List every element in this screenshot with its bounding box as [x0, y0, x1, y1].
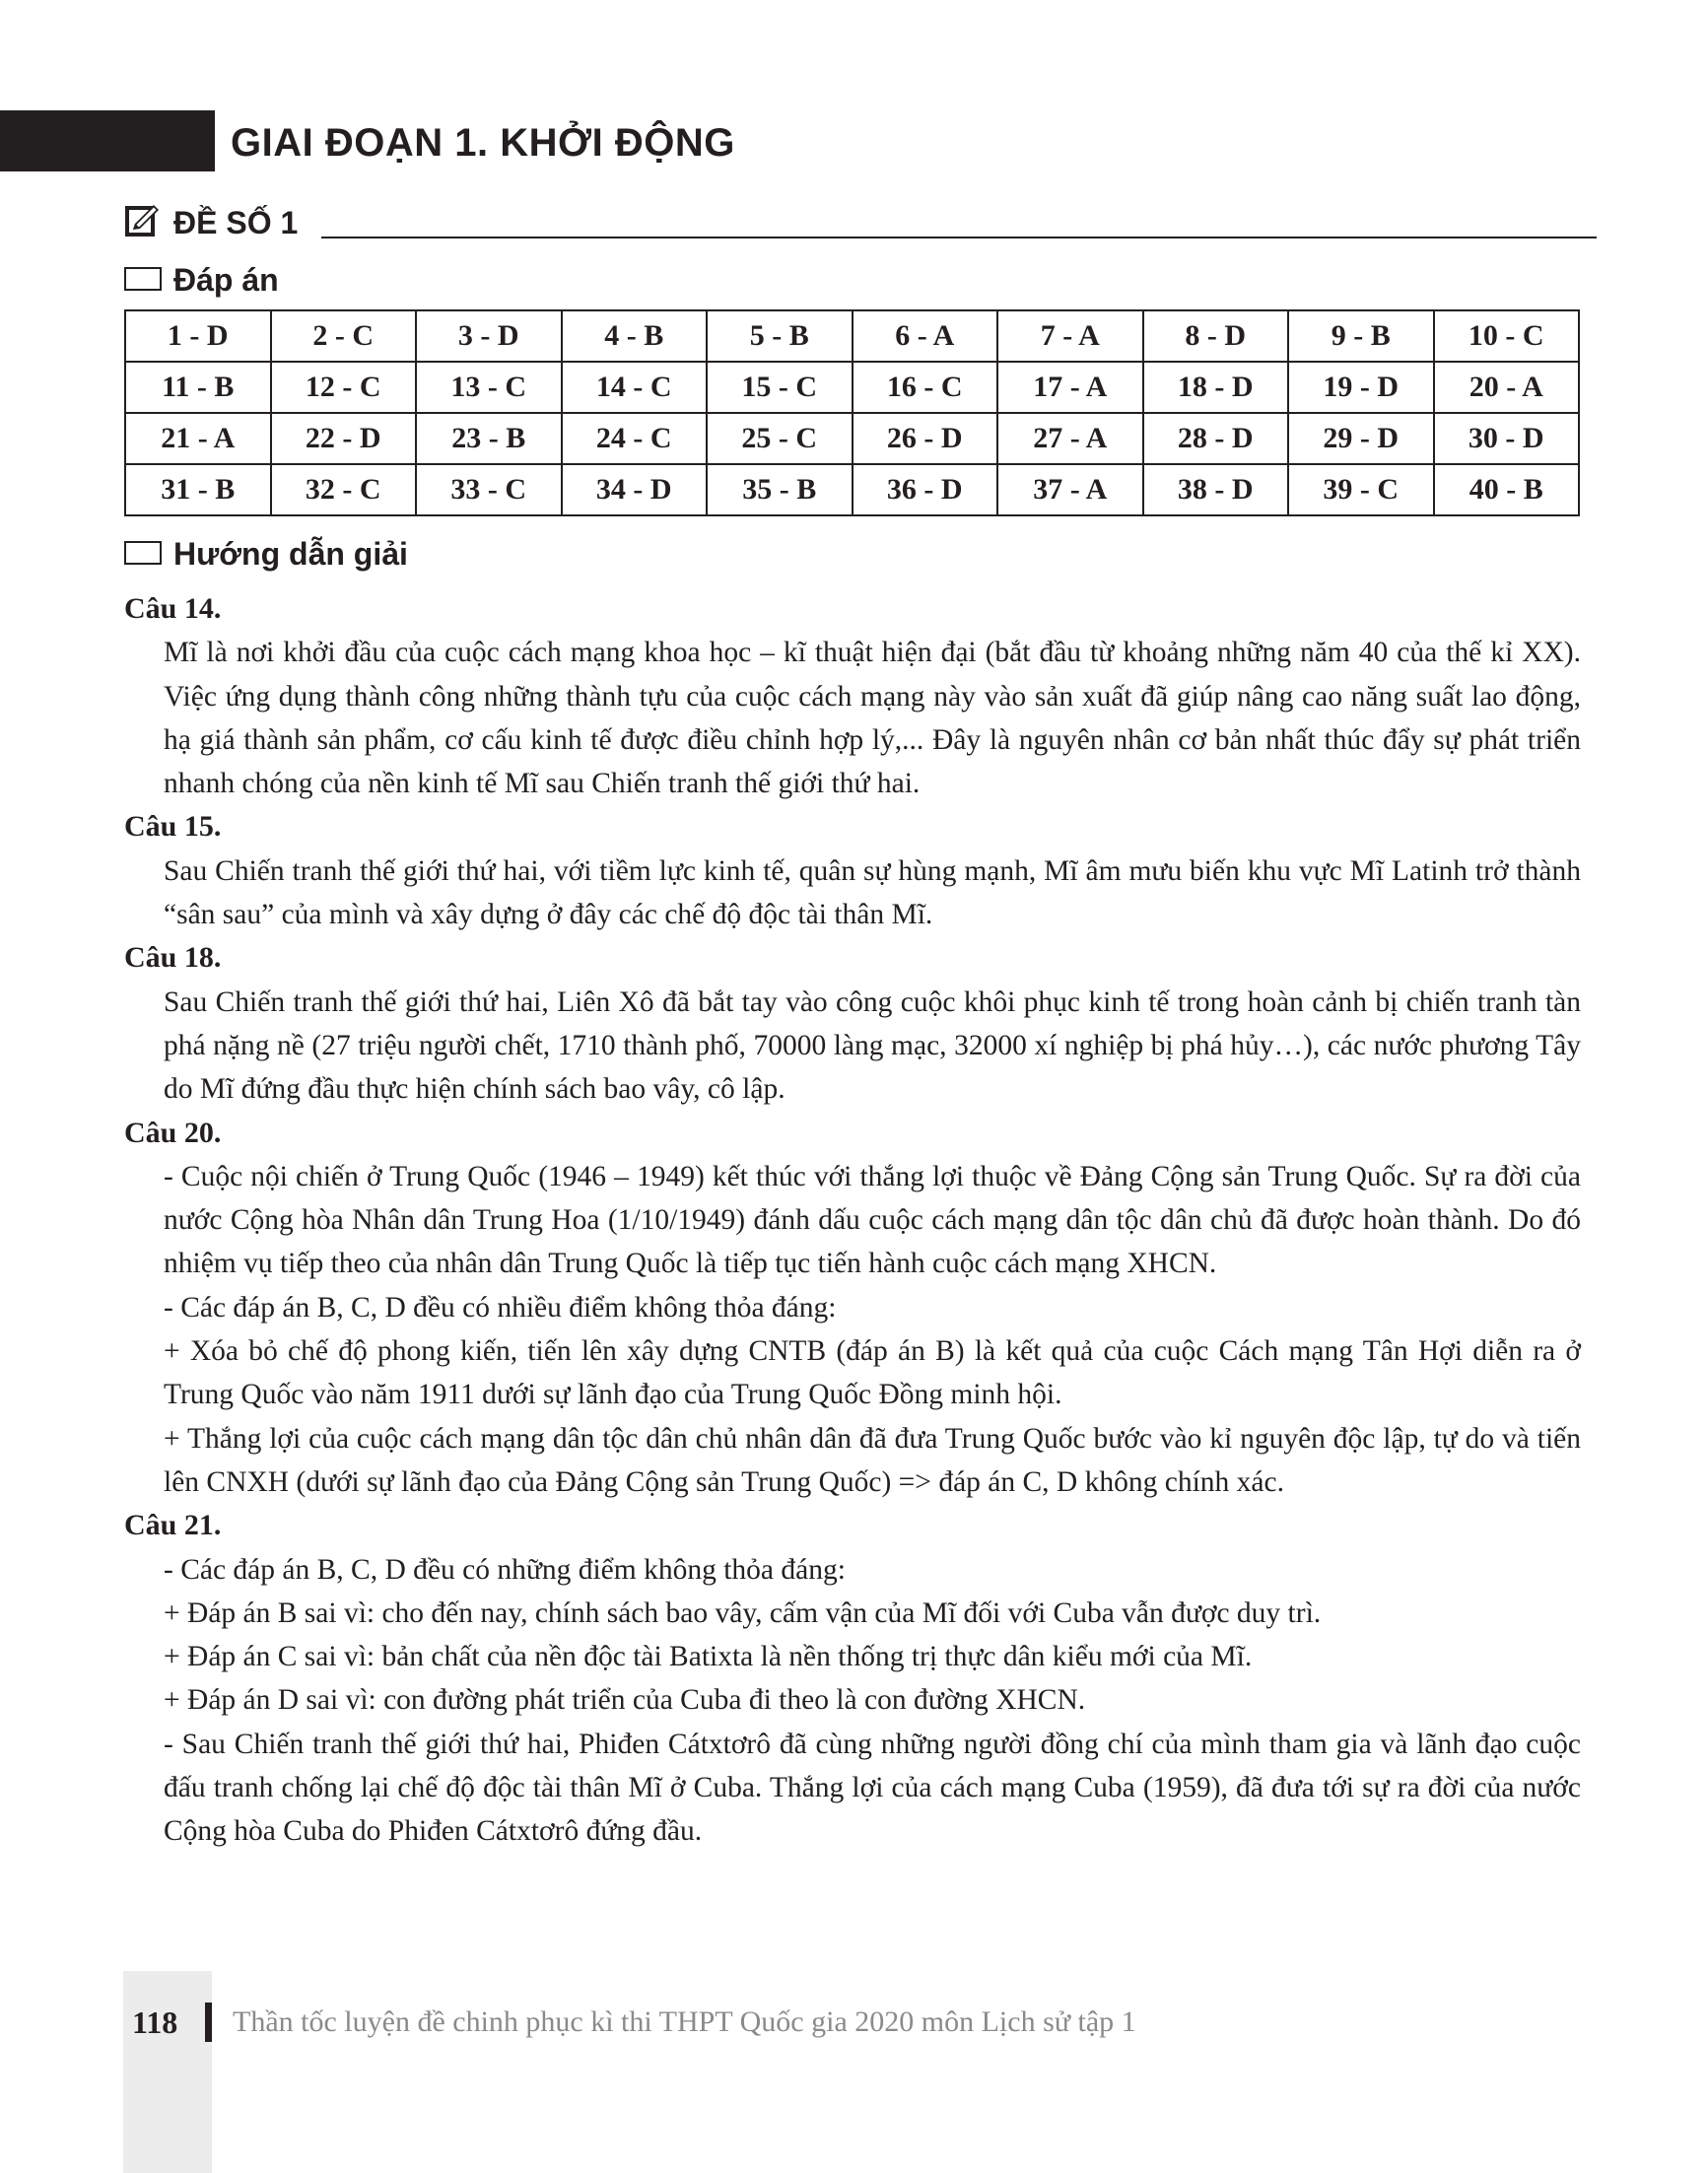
answer-cell: 19 - D: [1288, 362, 1434, 413]
answer-cell: 35 - B: [707, 464, 853, 515]
footer-divider: [205, 2003, 212, 2042]
answer-row: [125, 464, 1579, 515]
answer-cell: 13 - C: [416, 362, 562, 413]
explanation-paragraph: - Các đáp án B, C, D đều có những điểm không thỏa đáng:: [164, 1553, 846, 1586]
explanation-paragraph: - Cuộc nội chiến ở Trung Quốc (1946 – 1949) kết thúc với thắng lợi thuộc về Đảng Cộng sản Trung Quốc. Sự ra đời của nước Cộng hòa Nhân dân Trung Hoa (1/10/1949) đánh dấu cuộc cách mạng dân tộc dân chủ đã được hoàn thành. Do đó nhiệm vụ tiếp theo của nhân dân Trung Quốc là tiếp tục tiến hành cuộc cách mạng XHCN.: [164, 1160, 1581, 1280]
answer-cell: 39 - C: [1288, 464, 1434, 515]
answer-row: [125, 413, 1579, 464]
exam-heading: [124, 201, 1597, 244]
guide-content: [124, 587, 1581, 1854]
answer-cell: 9 - B: [1288, 310, 1434, 362]
explanation-paragraph: + Xóa bỏ chế độ phong kiến, tiến lên xây dựng CNTB (đáp án B) là kết quả của cuộc Cách mạng Tân Hợi diễn ra ở Trung Quốc vào năm 1911 dưới sự lãnh đạo của Trung Quốc Đồng minh hội.: [164, 1335, 1581, 1411]
answer-cell: 17 - A: [997, 362, 1143, 413]
answer-cell: 32 - C: [271, 464, 417, 515]
book-title: Thần tốc luyện đề chinh phục kì thi THPT Quốc gia 2020 môn Lịch sử tập 1: [233, 2005, 1136, 2038]
explanation-paragraph: Sau Chiến tranh thế giới thứ hai, với tiềm lực kinh tế, quân sự hùng mạnh, Mĩ âm mưu biến khu vực Mĩ Latinh trở thành “sân sau” của mình và xây dựng ở đây các chế độ độc tài thân Mĩ.: [164, 854, 1581, 931]
answer-cell: 34 - D: [562, 464, 708, 515]
explanation-paragraph: - Sau Chiến tranh thế giới thứ hai, Phiđen Cátxtơrô đã cùng những người đồng chí của mình tham gia và lãnh đạo cuộc đấu tranh chống lại chế độ độc tài thân Mĩ ở Cuba. Thắng lợi của cách mạng Cuba (1959), đã đưa tới sự ra đời của nước Cộng hòa Cuba do Phiđen Cátxtơrô đứng đầu.: [164, 1728, 1581, 1848]
answer-row: [125, 362, 1579, 413]
answer-cell: 36 - D: [853, 464, 998, 515]
answer-section-heading: [124, 260, 279, 300]
answer-cell: 12 - C: [271, 362, 417, 413]
answer-cell: 2 - C: [271, 310, 417, 362]
answer-table: [124, 309, 1580, 516]
answer-cell: 33 - C: [416, 464, 562, 515]
answer-row: [125, 310, 1579, 362]
answer-cell: 24 - C: [562, 413, 708, 464]
answer-cell: 40 - B: [1434, 464, 1580, 515]
explanation-paragraph: Sau Chiến tranh thế giới thứ hai, Liên Xô đã bắt tay vào công cuộc khôi phục kinh tế trong hoàn cảnh bị chiến tranh tàn phá nặng nề (27 triệu người chết, 1710 thành phố, 70000 làng mạc, 32000 xí nghiệp bị phá hủy…), các nước phương Tây do Mĩ đứng đầu thực hiện chính sách bao vây, cô lập.: [164, 985, 1581, 1106]
question-label: Câu 15.: [124, 810, 222, 844]
answer-cell: 21 - A: [125, 413, 271, 464]
explanation-paragraph: - Các đáp án B, C, D đều có nhiều điểm không thỏa đáng:: [164, 1291, 837, 1324]
answer-cell: 3 - D: [416, 310, 562, 362]
answer-cell: 28 - D: [1143, 413, 1289, 464]
answer-cell: 31 - B: [125, 464, 271, 515]
explanation-paragraph: + Đáp án C sai vì: bản chất của nền độc tài Batixta là nền thống trị thực dân kiểu mới của Mĩ.: [164, 1641, 1253, 1673]
answer-cell: 26 - D: [853, 413, 998, 464]
answer-cell: 6 - A: [853, 310, 998, 362]
answer-cell: 29 - D: [1288, 413, 1434, 464]
answer-cell: 5 - B: [707, 310, 853, 362]
answer-cell: 22 - D: [271, 413, 417, 464]
answer-cell: 23 - B: [416, 413, 562, 464]
answer-section-title: Đáp án: [173, 262, 279, 299]
question-label: Câu 14.: [124, 592, 222, 625]
guide-section-title: Hướng dẫn giải: [173, 536, 408, 573]
answer-cell: 20 - A: [1434, 362, 1580, 413]
answer-cell: 8 - D: [1143, 310, 1289, 362]
answer-cell: 11 - B: [125, 362, 271, 413]
question-block: [124, 1504, 1581, 1853]
header-bar: [0, 110, 215, 171]
question-block: [124, 805, 1581, 936]
question-label: Câu 21.: [124, 1509, 222, 1542]
answer-cell: 1 - D: [125, 310, 271, 362]
explanation-paragraph: + Thắng lợi của cuộc cách mạng dân tộc dân chủ nhân dân đã đưa Trung Quốc bước vào kỉ nguyên độc lập, tự do và tiến lên CNXH (dưới sự lãnh đạo của Đảng Cộng sản Trung Quốc) => đáp án C, D không chính xác.: [164, 1422, 1581, 1498]
answer-cell: 14 - C: [562, 362, 708, 413]
explanation-paragraph: + Đáp án D sai vì: con đường phát triển của Cuba đi theo là con đường XHCN.: [164, 1684, 1086, 1717]
question-block: [124, 936, 1581, 1111]
explanation-paragraph: + Đáp án B sai vì: cho đến nay, chính sách bao vây, cấm vận của Mĩ đối với Cuba vẫn được duy trì.: [164, 1596, 1322, 1629]
question-block: [124, 1112, 1581, 1505]
explanation-paragraph: Mĩ là nơi khởi đầu của cuộc cách mạng khoa học – kĩ thuật hiện đại (bắt đầu từ khoảng những năm 40 của thế kỉ XX). Việc ứng dụng thành công những thành tựu của cuộc cách mạng này vào sản xuất đã giúp nâng cao năng suất lao động, hạ giá thành sản phẩm, cơ cấu kinh tế được điều chỉnh hợp lý,... Đây là nguyên nhân cơ bản nhất thúc đẩy sự phát triển nhanh chóng của nền kinh tế Mĩ sau Chiến tranh thế giới thứ hai.: [164, 637, 1581, 800]
page-number: 118: [132, 2004, 178, 2040]
stage-title: GIAI ĐOẠN 1. KHỞI ĐỘNG: [231, 121, 735, 165]
answer-cell: 18 - D: [1143, 362, 1289, 413]
answer-cell: 16 - C: [853, 362, 998, 413]
checkbox-outline-icon: [124, 267, 162, 291]
question-block: [124, 587, 1581, 805]
exam-title: ĐỀ SỐ 1: [173, 205, 299, 240]
pencil-note-icon: [124, 201, 162, 238]
guide-section-heading: [124, 534, 408, 574]
answer-cell: 38 - D: [1143, 464, 1289, 515]
question-label: Câu 20.: [124, 1116, 222, 1149]
exam-title-rule: [321, 237, 1597, 238]
answer-cell: 7 - A: [997, 310, 1143, 362]
answer-cell: 27 - A: [997, 413, 1143, 464]
answer-cell: 25 - C: [707, 413, 853, 464]
page-footer: [124, 2001, 1603, 2044]
answer-cell: 30 - D: [1434, 413, 1580, 464]
checkbox-outline-icon: [124, 541, 162, 565]
answer-cell: 37 - A: [997, 464, 1143, 515]
answer-cell: 10 - C: [1434, 310, 1580, 362]
answer-cell: 4 - B: [562, 310, 708, 362]
question-label: Câu 18.: [124, 941, 222, 975]
answer-cell: 15 - C: [707, 362, 853, 413]
